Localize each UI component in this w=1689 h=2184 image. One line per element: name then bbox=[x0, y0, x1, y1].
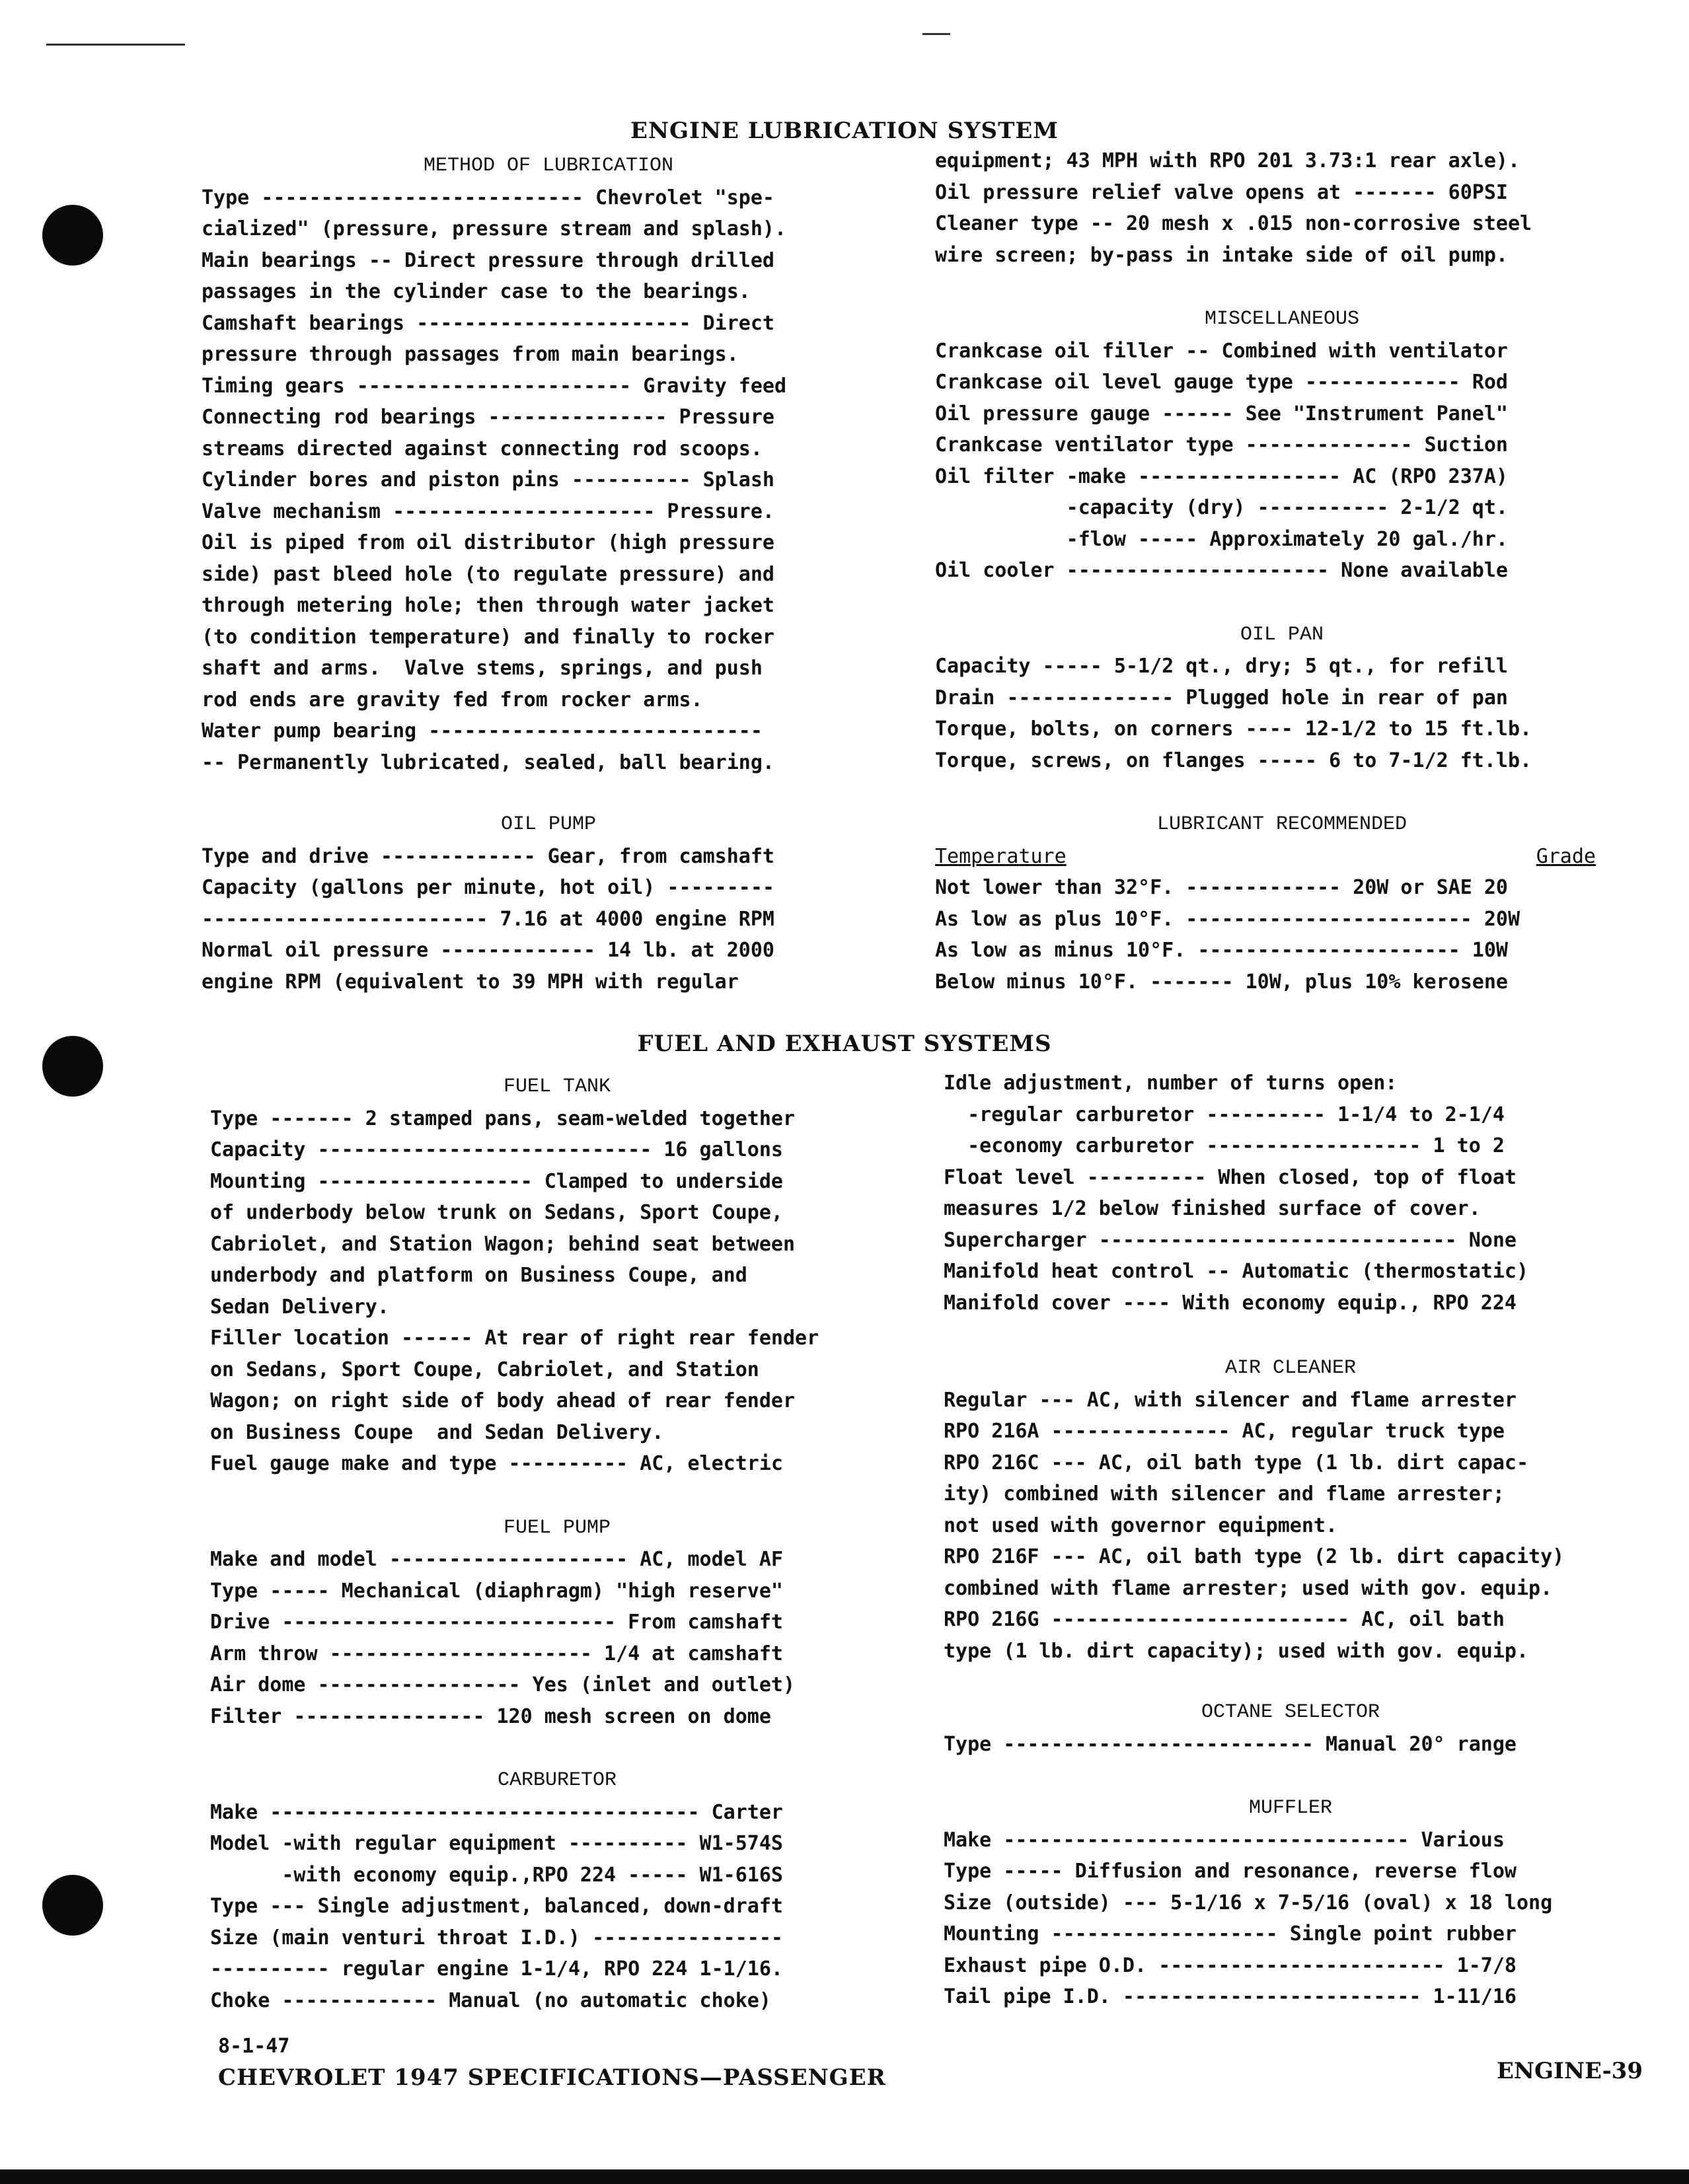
spec-line: Capacity (gallons per minute, hot oil) --------- bbox=[202, 876, 774, 899]
spec-line: Oil pressure gauge ------ See "Instrument Panel" bbox=[935, 402, 1508, 425]
spec-line: cialized" (pressure, pressure stream and splash). bbox=[202, 217, 787, 240]
spec-line: ------------------------ 7.16 at 4000 engine RPM bbox=[202, 907, 774, 931]
oil-pump-lines bbox=[202, 841, 895, 998]
spec-line: Valve mechanism ---------------------- Pressure. bbox=[202, 499, 774, 523]
spec-line: RPO 216A --------------- AC, regular truck type bbox=[944, 1420, 1505, 1443]
spec-line: Exhaust pipe O.D. ------------------------ 1-7/8 bbox=[944, 1953, 1517, 1977]
spec-line: Type ----- Mechanical (diaphragm) "high reserve" bbox=[210, 1579, 783, 1603]
spec-line: Sedan Delivery. bbox=[210, 1295, 389, 1319]
spec-line: Drain -------------- Plugged hole in rear of pan bbox=[935, 686, 1508, 710]
temperature-column-header: Temperature bbox=[935, 844, 1067, 868]
spec-line: Tail pipe I.D. ------------------------- 1-11/16 bbox=[944, 1985, 1517, 2008]
spec-line: Type --------------------------- Chevrolet "spe- bbox=[202, 186, 774, 209]
spec-line: Mounting ------------------ Clamped to underside bbox=[210, 1169, 783, 1193]
octane-selector-title: OCTANE SELECTOR bbox=[1201, 1701, 1380, 1724]
spec-line: Fuel gauge make and type ---------- AC, electric bbox=[210, 1452, 783, 1475]
spec-line: Main bearings -- Direct pressure through drilled bbox=[202, 248, 774, 272]
spec-line: pressure through passages from main bearings. bbox=[202, 343, 739, 366]
spec-line: measures 1/2 below finished surface of cover. bbox=[944, 1197, 1481, 1220]
spec-line: Idle adjustment, number of turns open: bbox=[944, 1072, 1398, 1095]
spec-line: Oil pressure relief valve opens at ------- 60PSI bbox=[935, 180, 1508, 204]
heading-lubrication: ENGINE LUBRICATION SYSTEM bbox=[630, 118, 1059, 144]
spec-line: ---------- regular engine 1-1/4, RPO 224 1-1/16. bbox=[210, 1957, 783, 1981]
spec-line: Not lower than 32°F. ------------- 20W or SAE 20 bbox=[935, 876, 1508, 899]
spec-line: Connecting rod bearings --------------- Pressure bbox=[202, 406, 774, 429]
air-cleaner-title: AIR CLEANER bbox=[1224, 1357, 1357, 1379]
spec-line: Below minus 10°F. ------- 10W, plus 10% kerosene bbox=[935, 970, 1508, 994]
muffler-title: MUFFLER bbox=[1248, 1797, 1333, 1819]
spec-line: Timing gears ----------------------- Gravity feed bbox=[202, 374, 787, 398]
spec-line: of underbody below trunk on Sedans, Sport Coupe, bbox=[210, 1201, 783, 1224]
spec-line: Cleaner type -- 20 mesh x .015 non-corrosive steel bbox=[935, 212, 1532, 235]
spec-line: As low as minus 10°F. ---------------------- 10W bbox=[935, 939, 1508, 962]
spec-line: Air dome ----------------- Yes (inlet and outlet) bbox=[210, 1673, 796, 1696]
spec-line: through metering hole; then through water jacket bbox=[202, 594, 774, 617]
scan-mark bbox=[922, 33, 950, 35]
fuel-pump-title: FUEL PUMP bbox=[503, 1516, 611, 1539]
octane-selector-lines bbox=[944, 1729, 1637, 1761]
spec-line: Filter ---------------- 120 mesh screen on dome bbox=[210, 1704, 771, 1728]
spec-line: streams directed against connecting rod scoops. bbox=[202, 437, 763, 460]
spec-line: Camshaft bearings ----------------------- Direct bbox=[202, 311, 774, 335]
lubricant-recommended-title: LUBRICANT RECOMMENDED bbox=[1156, 813, 1408, 836]
method-of-lubrication-title: METHOD OF LUBRICATION bbox=[423, 155, 674, 177]
spec-line: -capacity (dry) ----------- 2-1/2 qt. bbox=[935, 496, 1508, 519]
fuel-tank-title: FUEL TANK bbox=[503, 1075, 611, 1098]
oil-pump-title: OIL PUMP bbox=[500, 813, 597, 836]
spec-line: Torque, bolts, on corners ---- 12-1/2 to 15 ft.lb. bbox=[935, 717, 1532, 741]
spec-line: Crankcase oil filler -- Combined with ventilator bbox=[935, 339, 1508, 363]
spec-line: Wagon; on right side of body ahead of rear fender bbox=[210, 1389, 796, 1412]
page-bottom-edge bbox=[0, 2169, 1689, 2184]
spec-line: -- Permanently lubricated, sealed, ball bearing. bbox=[202, 750, 774, 774]
spec-line: Make ---------------------------------- Various bbox=[944, 1828, 1505, 1852]
spec-line: underbody and platform on Business Coupe, and bbox=[210, 1264, 747, 1287]
spec-line: Model -with regular equipment ---------- W1-574S bbox=[210, 1832, 783, 1855]
oil-pan-lines bbox=[935, 651, 1629, 776]
fuel-right-column bbox=[944, 1068, 1637, 2013]
spec-line: combined with flame arrester; used with gov. equip. bbox=[944, 1576, 1553, 1600]
spec-line: side) past bleed hole (to regulate pressure) and bbox=[202, 562, 774, 586]
spec-line: on Business Coupe and Sedan Delivery. bbox=[210, 1420, 664, 1444]
oil-pan-title: OIL PAN bbox=[1240, 623, 1324, 646]
footer-page-number: ENGINE-39 bbox=[1497, 2058, 1643, 2084]
spec-line: Manifold cover ---- With economy equip., RPO 224 bbox=[944, 1291, 1517, 1315]
spec-line: ity) combined with silencer and flame arrester; bbox=[944, 1482, 1505, 1506]
spec-line: Type ----- Diffusion and resonance, reverse flow bbox=[944, 1860, 1517, 1883]
spec-line: shaft and arms. Valve stems, springs, and push bbox=[202, 657, 763, 680]
lubrication-right-column bbox=[935, 145, 1629, 998]
spec-line: Make ------------------------------------ Carter bbox=[210, 1800, 783, 1824]
spec-line: Manifold heat control -- Automatic (thermostatic) bbox=[944, 1260, 1529, 1283]
air-cleaner-lines bbox=[944, 1385, 1637, 1667]
spec-line: Filler location ------ At rear of right rear fender bbox=[210, 1327, 819, 1350]
lubricant-table-header bbox=[935, 841, 1596, 873]
muffler-lines bbox=[944, 1825, 1637, 2013]
spec-line: Type --- Single adjustment, balanced, down-draft bbox=[210, 1895, 783, 1918]
spec-line: Drive ---------------------------- From camshaft bbox=[210, 1611, 783, 1634]
spec-line: rod ends are gravity fed from rocker arms. bbox=[202, 688, 703, 711]
spec-line: Regular --- AC, with silencer and flame arrester bbox=[944, 1388, 1517, 1412]
spec-line: RPO 216F --- AC, oil bath type (2 lb. dirt capacity) bbox=[944, 1545, 1565, 1568]
spec-line: -with economy equip.,RPO 224 ----- W1-616S bbox=[210, 1863, 783, 1887]
spec-line: Cabriolet, and Station Wagon; behind seat between bbox=[210, 1232, 796, 1256]
spec-line: Type -------------------------- Manual 20° range bbox=[944, 1732, 1517, 1756]
spec-line: passages in the cylinder case to the bearings. bbox=[202, 280, 751, 303]
spec-line: -flow ----- Approximately 20 gal./hr. bbox=[935, 527, 1508, 551]
spec-line: engine RPM (equivalent to 39 MPH with regular bbox=[202, 970, 739, 994]
spec-line: Oil cooler ---------------------- None available bbox=[935, 559, 1508, 582]
spec-line: wire screen; by-pass in intake side of oil pump. bbox=[935, 243, 1508, 267]
oil-pump-continued-lines bbox=[935, 145, 1629, 271]
punch-hole bbox=[42, 1875, 103, 1936]
fuel-pump-lines bbox=[210, 1544, 904, 1732]
spec-line: RPO 216G ------------------------- AC, oil bath bbox=[944, 1608, 1505, 1631]
method-lines bbox=[202, 182, 895, 779]
spec-line: not used with governor equipment. bbox=[944, 1513, 1338, 1537]
punch-hole bbox=[42, 205, 103, 266]
spec-line: -economy carburetor ------------------ 1 to 2 bbox=[944, 1134, 1505, 1157]
spec-line: Crankcase oil level gauge type ------------- Rod bbox=[935, 371, 1508, 394]
spec-line: Arm throw ---------------------- 1/4 at camshaft bbox=[210, 1642, 783, 1665]
spec-line: Type ------- 2 stamped pans, seam-welded together bbox=[210, 1107, 796, 1130]
spec-line: -regular carburetor ---------- 1-1/4 to 2-1/4 bbox=[944, 1103, 1505, 1126]
spec-line: Cylinder bores and piston pins ---------- Splash bbox=[202, 468, 774, 491]
scan-mark bbox=[46, 44, 185, 46]
footer-title: CHEVROLET 1947 SPECIFICATIONS—PASSENGER bbox=[218, 2064, 886, 2091]
miscellaneous-lines bbox=[935, 336, 1629, 587]
spec-line: Choke ------------- Manual (no automatic choke) bbox=[210, 1988, 771, 2012]
spec-line: type (1 lb. dirt capacity); used with gov. equip. bbox=[944, 1639, 1529, 1663]
spec-line: Normal oil pressure ------------- 14 lb. at 2000 bbox=[202, 939, 774, 962]
spec-line: Type and drive ------------- Gear, from camshaft bbox=[202, 844, 774, 868]
spec-line: equipment; 43 MPH with RPO 201 3.73:1 rear axle). bbox=[935, 149, 1520, 172]
spec-line: As low as plus 10°F. ------------------------ 20W bbox=[935, 907, 1520, 931]
spec-line: Oil filter -make ----------------- AC (RPO 237A) bbox=[935, 464, 1508, 488]
spec-line: Capacity ---------------------------- 16 gallons bbox=[210, 1138, 783, 1161]
carburetor-lines bbox=[210, 1797, 904, 2017]
grade-column-header: Grade bbox=[1536, 844, 1596, 868]
spec-line: Size (outside) --- 5-1/16 x 7-5/16 (oval) x 18 long bbox=[944, 1891, 1553, 1914]
spec-line: Size (main venturi throat I.D.) ---------------- bbox=[210, 1926, 783, 1949]
spec-line: RPO 216C --- AC, oil bath type (1 lb. dirt capac- bbox=[944, 1451, 1529, 1474]
spec-line: Crankcase ventilator type -------------- Suction bbox=[935, 433, 1508, 456]
spec-line: (to condition temperature) and finally to rocker bbox=[202, 625, 774, 649]
spec-line: Capacity ----- 5-1/2 qt., dry; 5 qt., for refill bbox=[935, 655, 1508, 678]
lubrication-left-column bbox=[202, 151, 895, 998]
spec-line: Oil is piped from oil distributor (high pressure bbox=[202, 531, 774, 554]
miscellaneous-title: MISCELLANEOUS bbox=[1204, 308, 1360, 330]
carburetor-title: CARBURETOR bbox=[497, 1769, 617, 1792]
spec-line: on Sedans, Sport Coupe, Cabriolet, and Station bbox=[210, 1358, 759, 1381]
spec-line: Water pump bearing ---------------------------- bbox=[202, 719, 763, 743]
idle-adjustment-lines bbox=[944, 1068, 1637, 1319]
spec-line: Make and model -------------------- AC, model AF bbox=[210, 1548, 783, 1571]
spec-line: Float level ---------- When closed, top of float bbox=[944, 1165, 1517, 1189]
spec-line: Supercharger ------------------------------ None bbox=[944, 1228, 1517, 1252]
fuel-left-column bbox=[210, 1072, 904, 2016]
spec-line: Mounting ------------------- Single point rubber bbox=[944, 1922, 1517, 1946]
heading-fuel-exhaust: FUEL AND EXHAUST SYSTEMS bbox=[637, 1031, 1052, 1057]
fuel-tank-lines bbox=[210, 1103, 904, 1480]
lubricant-lines bbox=[935, 872, 1629, 998]
footer-date: 8-1-47 bbox=[218, 2035, 290, 2058]
spec-line: Torque, screws, on flanges ----- 6 to 7-1/2 ft.lb. bbox=[935, 748, 1532, 772]
